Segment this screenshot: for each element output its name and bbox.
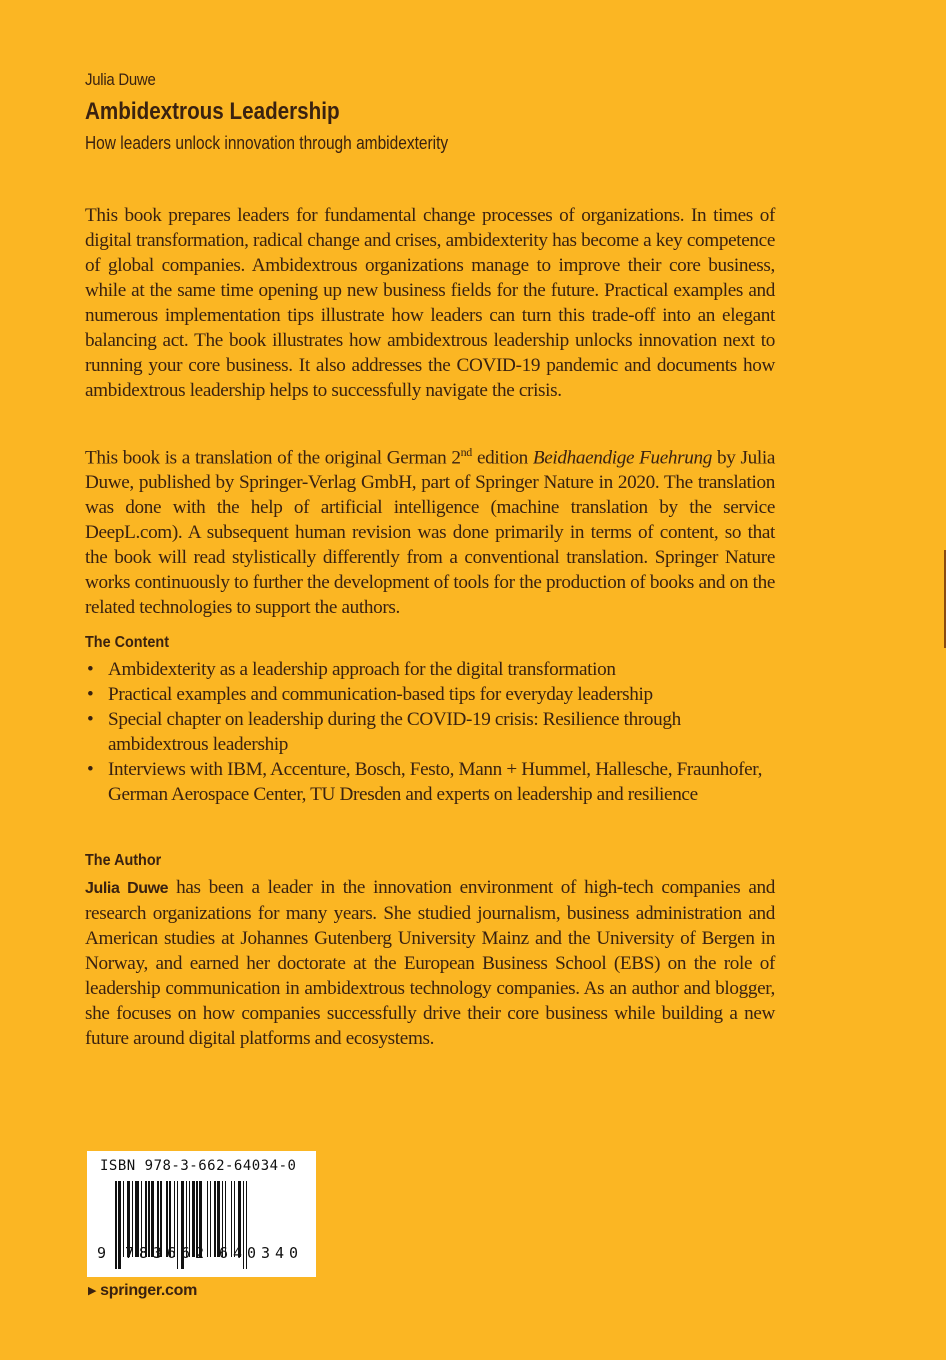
cover-author: Julia Duwe: [85, 70, 156, 89]
barcode-bar: [243, 1181, 245, 1269]
barcode-bar: [231, 1181, 233, 1257]
springer-link-text: springer.com: [100, 1282, 198, 1299]
edition-superscript: nd: [460, 445, 472, 459]
barcode-digit: 6: [181, 1244, 191, 1262]
triangle-right-icon: ▶: [88, 1285, 97, 1297]
content-list: [85, 657, 775, 807]
content-heading: The Content: [85, 634, 169, 651]
original-title: Beidhaendige Fuehrung: [532, 447, 713, 469]
barcode-bar: [115, 1181, 117, 1269]
author-bio: [85, 875, 775, 1051]
isbn-barcode: [87, 1151, 316, 1277]
barcode-digit: 4: [233, 1244, 243, 1262]
author-name: Julia Duwe: [85, 880, 169, 897]
isbn-label: ISBN 978-3-662-64034-0: [100, 1158, 297, 1174]
translation-text-after: by Julia Duwe, published by Springer-Verlag GmbH, part of Springer Nature in 2020. The translation was done with the help of artificial intelligence (machine translation by the service DeepL.com). A subsequent human revision was done primarily in terms of content, so that the book will read stylistically differently from a conventional translation. Springer Nature works continuously to further the development of tools for the production of books and on the related technologies to support the authors.: [85, 447, 776, 619]
barcode-bar: [207, 1181, 209, 1257]
springer-link[interactable]: [88, 1282, 197, 1300]
list-item: • Practical examples and communication-based tips for everyday leadership: [85, 682, 775, 707]
barcode-digit: 7: [125, 1244, 135, 1262]
translation-text-before: This book is a translation of the original German 2: [85, 447, 461, 469]
barcode-digit: 8: [139, 1244, 149, 1262]
list-item: • Special chapter on leadership during the COVID-19 crisis: Resilience through ambidextrous leadership: [85, 707, 775, 757]
list-item: • Interviews with IBM, Accenture, Bosch, Festo, Mann + Hummel, Hallesche, Fraunhofer, German Aerospace Center, TU Dresden and experts on leadership and resilience: [85, 757, 775, 807]
barcode-bar: [148, 1181, 150, 1257]
barcode-bar: [123, 1181, 125, 1257]
barcode-digit: 9: [97, 1244, 107, 1262]
barcode-digit: 6: [219, 1244, 229, 1262]
barcode-digit: 3: [153, 1244, 163, 1262]
barcode-digit: 0: [247, 1244, 257, 1262]
barcode-digit: 0: [289, 1244, 299, 1262]
author-heading: The Author: [85, 852, 162, 869]
barcode-digit: 2: [195, 1244, 205, 1262]
barcode-bar: [118, 1181, 121, 1269]
book-title: Ambidextrous Leadership: [85, 98, 340, 125]
book-subtitle: How leaders unlock innovation through ambidexterity: [85, 133, 449, 153]
list-item: • Ambidexterity as a leadership approach for the digital transformation: [85, 657, 775, 682]
barcode-digit: 6: [167, 1244, 177, 1262]
author-bio-text: has been a leader in the innovation environment of high-tech companies and research organizations for many years. She studied journalism, business administration and American studies at Johannes Gutenberg University Mainz and the University of Bergen in Norway, and earned her doctorate at the European Business School (EBS) on the role of leadership communication in ambidextrous technology companies. As an author and blogger, she focuses on how companies successfully drive their core business while building a new future around digital platforms and ecosystems.: [85, 877, 775, 1049]
barcode-bar: [214, 1181, 216, 1257]
barcode-digit: 4: [275, 1244, 285, 1262]
translation-text-middle: edition: [471, 447, 533, 469]
barcode-digit: 3: [261, 1244, 271, 1262]
barcode-bar: [210, 1181, 212, 1257]
barcode-bar: [177, 1181, 179, 1269]
translation-note: [85, 440, 775, 620]
blurb-paragraph: This book prepares leaders for fundamental change processes of organizations. In times of digital transformation, radical change and crises, ambidexterity has become a key competence of global companies. Ambidextrous organizations manage to improve their core business, while at the same time opening up new business fields for the future. Practical examples and numerous implementation tips illustrate how leaders can turn this trade-off into an elegant balancing act. The book illustrates how ambidextrous leadership unlocks innovation next to running your core business. It also addresses the COVID-19 pandemic and documents how ambidextrous leadership helps to successfully navigate the crisis.: [85, 205, 775, 401]
